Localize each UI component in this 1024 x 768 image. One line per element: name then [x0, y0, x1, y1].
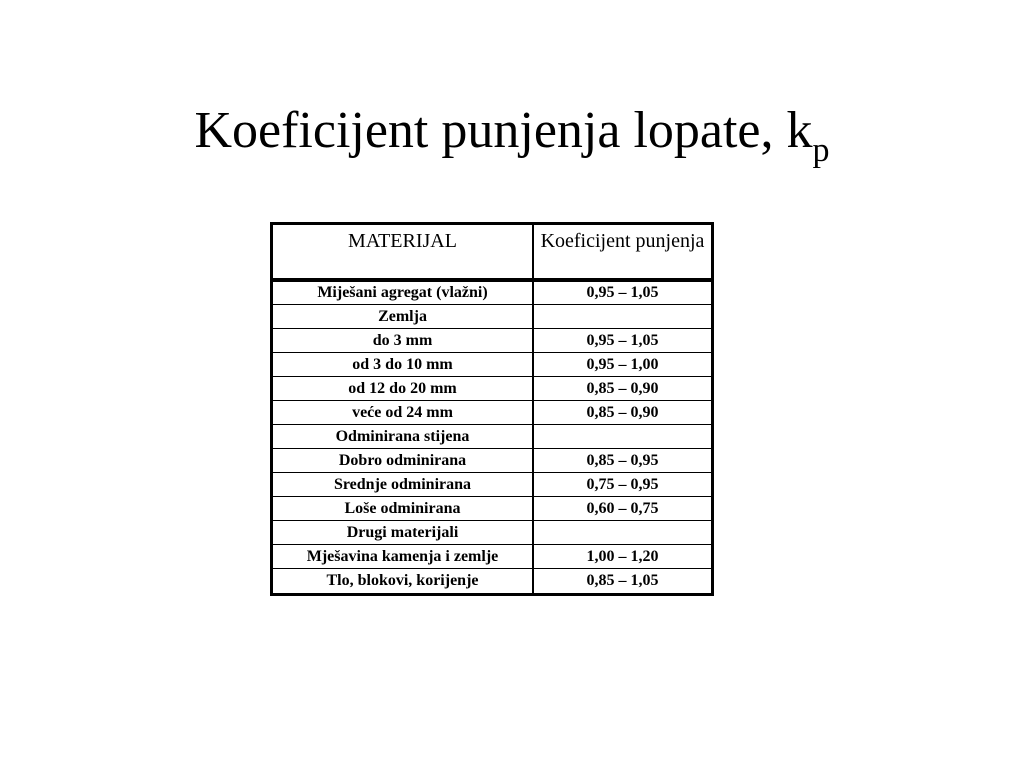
- table-row: [273, 497, 711, 521]
- material-cell: od 3 do 10 mm: [273, 353, 534, 377]
- material-cell: Loše odminirana: [273, 497, 534, 521]
- table-row: [273, 401, 711, 425]
- header-coefficient: Koeficijent punjenja: [534, 225, 711, 281]
- coefficient-cell: 1,00 – 1,20: [534, 545, 711, 569]
- material-cell: veće od 24 mm: [273, 401, 534, 425]
- material-cell: Miješani agregat (vlažni): [273, 281, 534, 305]
- material-cell: Dobro odminirana: [273, 449, 534, 473]
- slide-title-text: Koeficijent punjenja lopate, k: [194, 102, 813, 159]
- material-cell: Mješavina kamenja i zemlje: [273, 545, 534, 569]
- material-cell: do 3 mm: [273, 329, 534, 353]
- coefficient-cell: 0,85 – 0,90: [534, 377, 711, 401]
- coefficient-cell: [534, 425, 711, 449]
- coefficient-cell: [534, 521, 711, 545]
- coefficient-cell: 0,85 – 0,95: [534, 449, 711, 473]
- table-header-row: [273, 225, 711, 281]
- material-cell: od 12 do 20 mm: [273, 377, 534, 401]
- table-row: [273, 545, 711, 569]
- coefficient-cell: 0,95 – 1,05: [534, 281, 711, 305]
- table-row: [273, 329, 711, 353]
- material-cell: Srednje odminirana: [273, 473, 534, 497]
- table-row: [273, 449, 711, 473]
- coefficient-cell: 0,85 – 1,05: [586, 572, 659, 589]
- material-cell: Zemlja: [273, 305, 534, 329]
- table-row: [273, 353, 711, 377]
- table-row: [273, 305, 711, 329]
- table-row: [273, 569, 711, 593]
- coefficient-cell: 0,75 – 0,95: [534, 473, 711, 497]
- coefficient-cell: 0,95 – 1,00: [534, 353, 711, 377]
- coefficient-cell: [534, 305, 711, 329]
- header-material: MATERIJAL: [273, 225, 534, 281]
- coefficient-cell: 0,95 – 1,05: [534, 329, 711, 353]
- table-row: [273, 473, 711, 497]
- table-body: [273, 281, 711, 593]
- table-row: [273, 521, 711, 545]
- coefficient-cell: 0,85 – 0,90: [534, 401, 711, 425]
- material-cell: Drugi materijali: [273, 521, 534, 545]
- table-row: [273, 425, 711, 449]
- slide-title-subscript: p: [812, 132, 830, 169]
- table-row: [273, 281, 711, 305]
- material-cell: Tlo, blokovi, korijenje: [273, 569, 534, 593]
- table-row: [273, 377, 711, 401]
- coefficient-table: [270, 222, 714, 596]
- coefficient-table-container: [270, 222, 714, 596]
- slide-title: [0, 96, 1024, 169]
- material-cell: Odminirana stijena: [273, 425, 534, 449]
- coefficient-cell: 0,60 – 0,75: [534, 497, 711, 521]
